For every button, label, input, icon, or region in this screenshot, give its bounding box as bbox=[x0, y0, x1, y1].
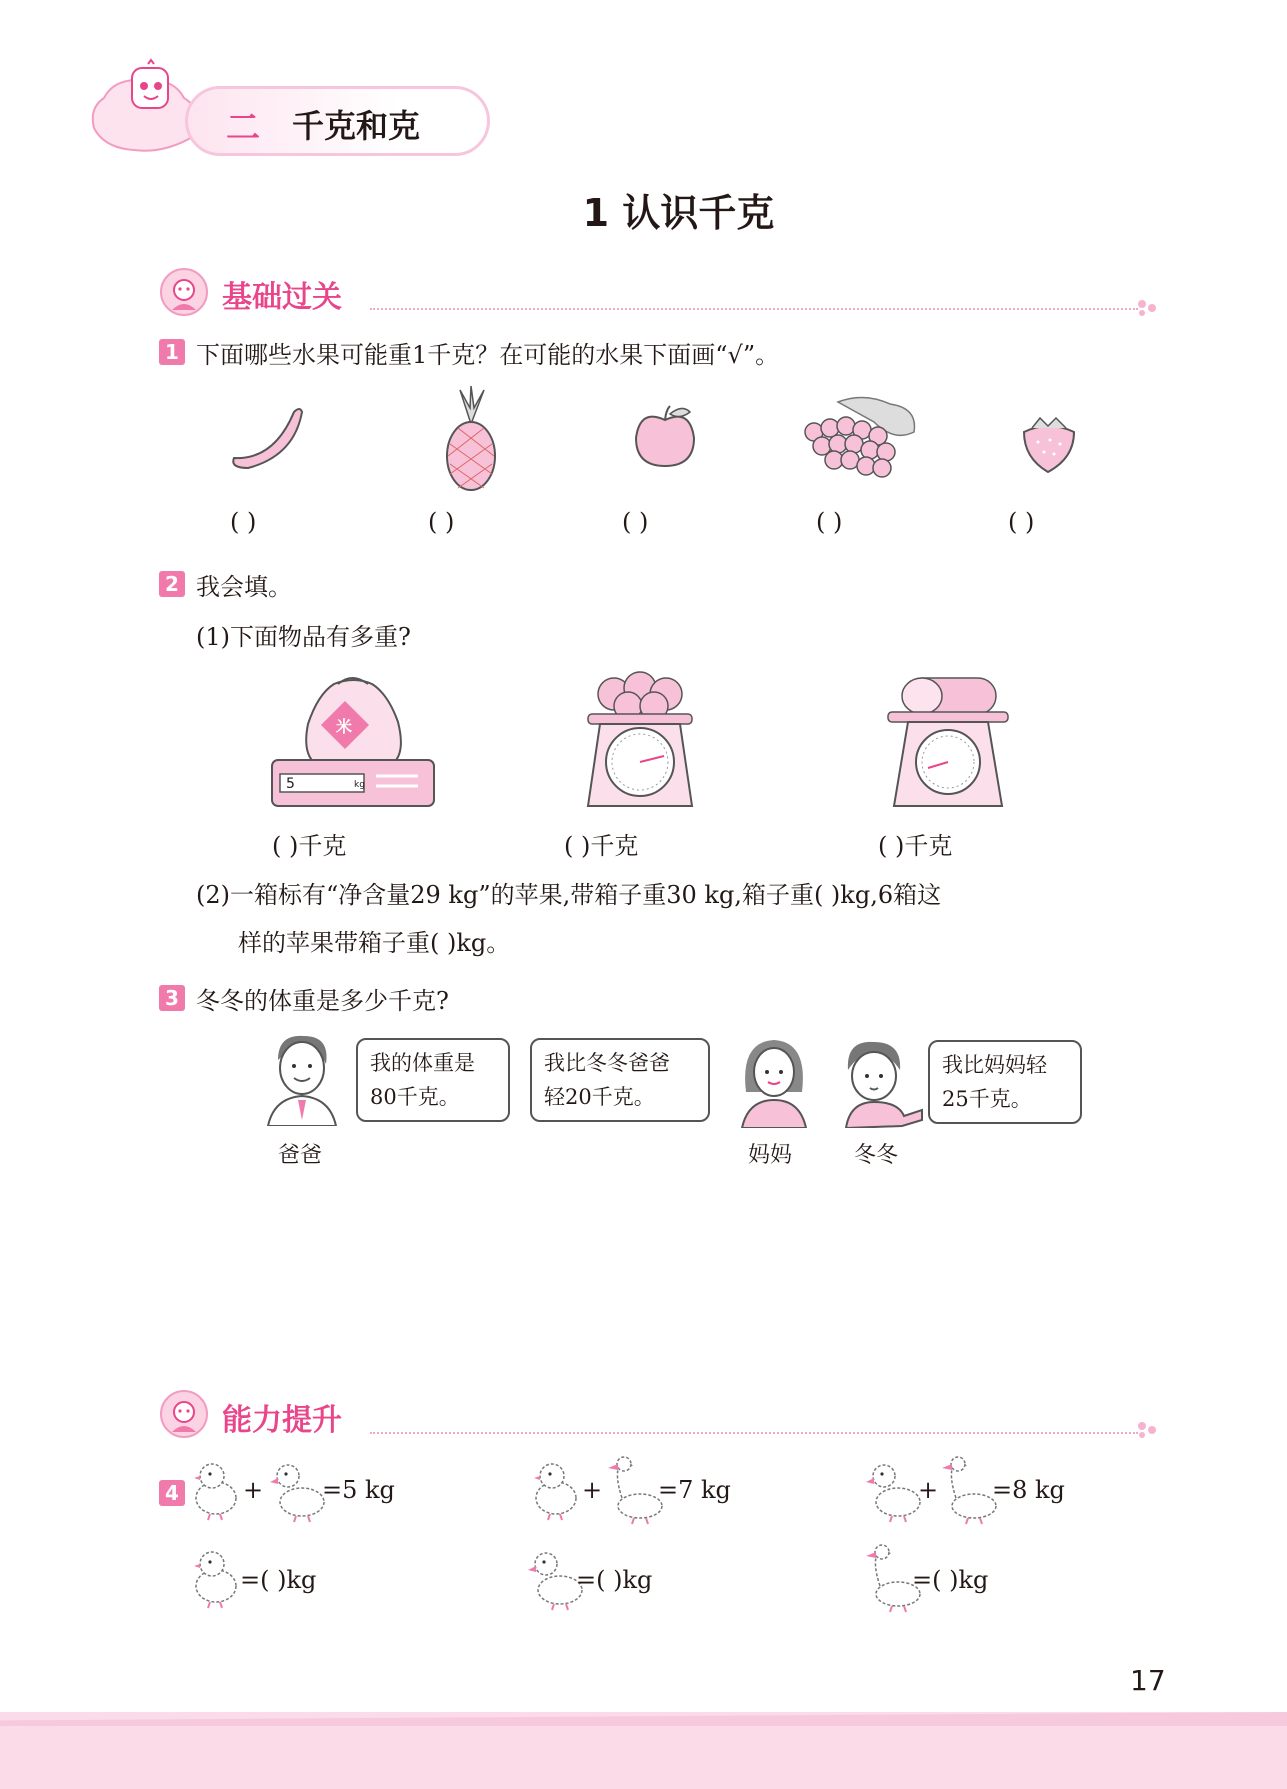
question-2-sub2-line1: (2)一箱标有“净含量29 kg”的苹果,带箱子重30 kg,箱子重( )kg,6箱这 bbox=[196, 881, 942, 909]
kid-avatar bbox=[840, 1036, 924, 1132]
mom-avatar bbox=[736, 1032, 812, 1132]
mom-speech-bubble bbox=[530, 1038, 710, 1122]
section-badge-icon bbox=[160, 268, 208, 316]
dots-icon bbox=[1136, 298, 1160, 322]
equation-3-result: =8 kg bbox=[992, 1476, 1065, 1504]
goose-icon bbox=[940, 1454, 1000, 1530]
lesson-title: 1 认识千克 bbox=[582, 191, 775, 235]
section-badge-icon bbox=[160, 1390, 208, 1438]
question-3-text: 冬冬的体重是多少千克? bbox=[196, 987, 449, 1015]
question-1-text: 下面哪些水果可能重1千克？在可能的水果下面画“√”。 bbox=[196, 341, 780, 369]
question-number-1: 1 bbox=[159, 339, 185, 365]
scale-display-unit: kg bbox=[354, 780, 365, 790]
scale-display-value: 5 bbox=[286, 776, 295, 792]
section-title-advanced: 能力提升 bbox=[222, 1403, 342, 1438]
apple-icon bbox=[630, 404, 700, 474]
chapter-number: 二 bbox=[226, 108, 260, 148]
section-divider bbox=[370, 1432, 1138, 1434]
question-number-4: 4 bbox=[159, 1480, 185, 1506]
answer-blank[interactable]: ( ) bbox=[428, 508, 455, 536]
kid-speech-line2: 25千克。 bbox=[942, 1087, 1032, 1111]
kid-speech-bubble bbox=[928, 1040, 1082, 1124]
answer-blank[interactable]: ( ) bbox=[622, 508, 649, 536]
answer-blank[interactable]: ( ) bbox=[1008, 508, 1035, 536]
chapter-title: 千克和克 bbox=[292, 107, 421, 145]
duck-weight-answer[interactable]: =( )kg bbox=[576, 1566, 653, 1594]
chick-icon bbox=[190, 1458, 244, 1526]
section-title-basic: 基础过关 bbox=[222, 280, 342, 315]
plus-sign: + bbox=[918, 1476, 939, 1504]
section-divider bbox=[370, 308, 1138, 310]
dad-avatar bbox=[264, 1030, 340, 1130]
dad-speech-bubble bbox=[356, 1038, 510, 1122]
answer-blank-kg[interactable]: ( )千克 bbox=[878, 832, 953, 860]
goose-icon bbox=[606, 1454, 666, 1530]
mom-speech-line1: 我比冬冬爸爸 bbox=[544, 1051, 670, 1075]
apple-dial-scale-image bbox=[584, 664, 696, 810]
answer-blank[interactable]: ( ) bbox=[816, 508, 843, 536]
question-2-sub1: (1)下面物品有多重? bbox=[196, 623, 411, 651]
chick-icon bbox=[530, 1458, 584, 1526]
ham-dial-scale-image bbox=[884, 664, 1012, 810]
strawberry-icon bbox=[1018, 414, 1080, 478]
plus-sign: + bbox=[243, 1476, 264, 1504]
dots-icon bbox=[1136, 1420, 1160, 1444]
page-number: 17 bbox=[1130, 1664, 1166, 1697]
duck-icon bbox=[866, 1458, 926, 1528]
chick-weight-answer[interactable]: =( )kg bbox=[240, 1566, 317, 1594]
chick-icon bbox=[190, 1546, 244, 1614]
question-2-text: 我会填。 bbox=[196, 573, 292, 601]
goose-weight-answer[interactable]: =( )kg bbox=[912, 1566, 989, 1594]
mom-name-label: 妈妈 bbox=[748, 1143, 793, 1168]
answer-blank[interactable]: ( ) bbox=[230, 508, 257, 536]
kid-speech-line1: 我比妈妈轻 bbox=[942, 1053, 1047, 1077]
kid-name-label: 冬冬 bbox=[854, 1143, 899, 1168]
plus-sign: + bbox=[582, 1476, 603, 1504]
pineapple-icon bbox=[440, 384, 502, 496]
rice-bag-label: 米 bbox=[336, 717, 353, 736]
equation-2-result: =7 kg bbox=[658, 1476, 731, 1504]
equation-1-result: =5 kg bbox=[322, 1476, 395, 1504]
dad-speech-line2: 80千克。 bbox=[370, 1085, 460, 1109]
question-2-sub2-line2: 样的苹果带箱子重( )kg。 bbox=[238, 929, 511, 957]
mom-speech-line2: 轻20千克。 bbox=[544, 1085, 655, 1109]
question-number-2: 2 bbox=[159, 571, 185, 597]
dad-name-label: 爸爸 bbox=[278, 1143, 323, 1168]
dad-speech-line1: 我的体重是 bbox=[370, 1051, 475, 1075]
banana-icon bbox=[228, 400, 308, 474]
duck-icon bbox=[270, 1458, 330, 1528]
grapes-icon bbox=[794, 392, 920, 486]
question-number-3: 3 bbox=[159, 985, 185, 1011]
answer-blank-kg[interactable]: ( )千克 bbox=[272, 832, 347, 860]
answer-blank-kg[interactable]: ( )千克 bbox=[564, 832, 639, 860]
